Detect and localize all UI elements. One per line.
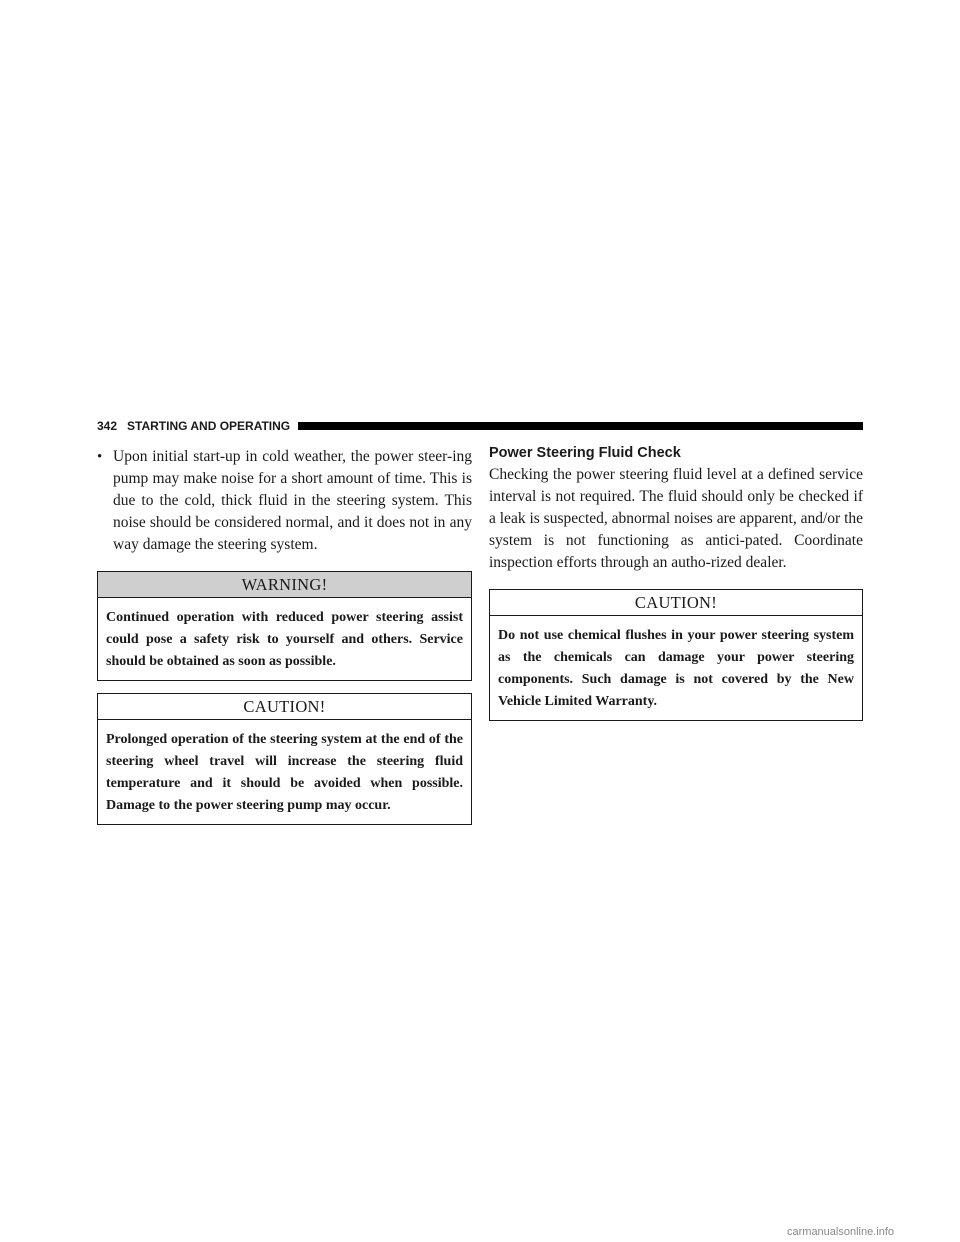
bullet-icon: • — [97, 449, 103, 465]
body-paragraph: Checking the power steering fluid level at a defined service interval is not required. The fluid should only be checked if a leak is suspected, abnormal noises are apparent, and/or the system is not functioning as antici-pated. Coordinate inspection efforts through an autho-rized dealer. — [489, 466, 864, 571]
bullet-item — [97, 446, 472, 556]
warning-title: WARNING! — [98, 572, 471, 598]
section-title: STARTING AND OPERATING — [127, 419, 291, 433]
caution-box — [97, 693, 472, 825]
warning-box — [97, 571, 472, 681]
page-number: 342 — [97, 419, 118, 433]
caution-body: Do not use chemical flushes in your power steering system as the chemicals can damage your power steering components. Such damage is not covered by the New Vehicle Limited Warranty. — [498, 628, 854, 709]
caution-box-fluid — [489, 589, 863, 721]
caution-title: CAUTION! — [490, 590, 862, 616]
left-column — [97, 446, 472, 825]
right-column — [489, 444, 863, 721]
bullet-text: Upon initial start-up in cold weather, the power steer-ing pump may make noise for a short amount of time. This is due to the cold, thick fluid in the steering system. This noise should be considered normal, and it does not in any way damage the steering system. — [113, 448, 472, 553]
page-header — [97, 419, 863, 433]
footer-watermark: carmanualsonline.info — [787, 1226, 895, 1238]
header-rule — [298, 422, 863, 430]
caution-body: Prolonged operation of the steering system at the end of the steering wheel travel will increase the steering fluid temperature and it should be avoided when possible. Damage to the power steering pump may occur. — [106, 732, 463, 813]
caution-title: CAUTION! — [98, 694, 471, 720]
section-heading: Power Steering Fluid Check — [489, 445, 681, 461]
warning-body: Continued operation with reduced power steering assist could pose a safety risk to yourself and others. Service should be obtained as soon as possible. — [106, 610, 463, 669]
